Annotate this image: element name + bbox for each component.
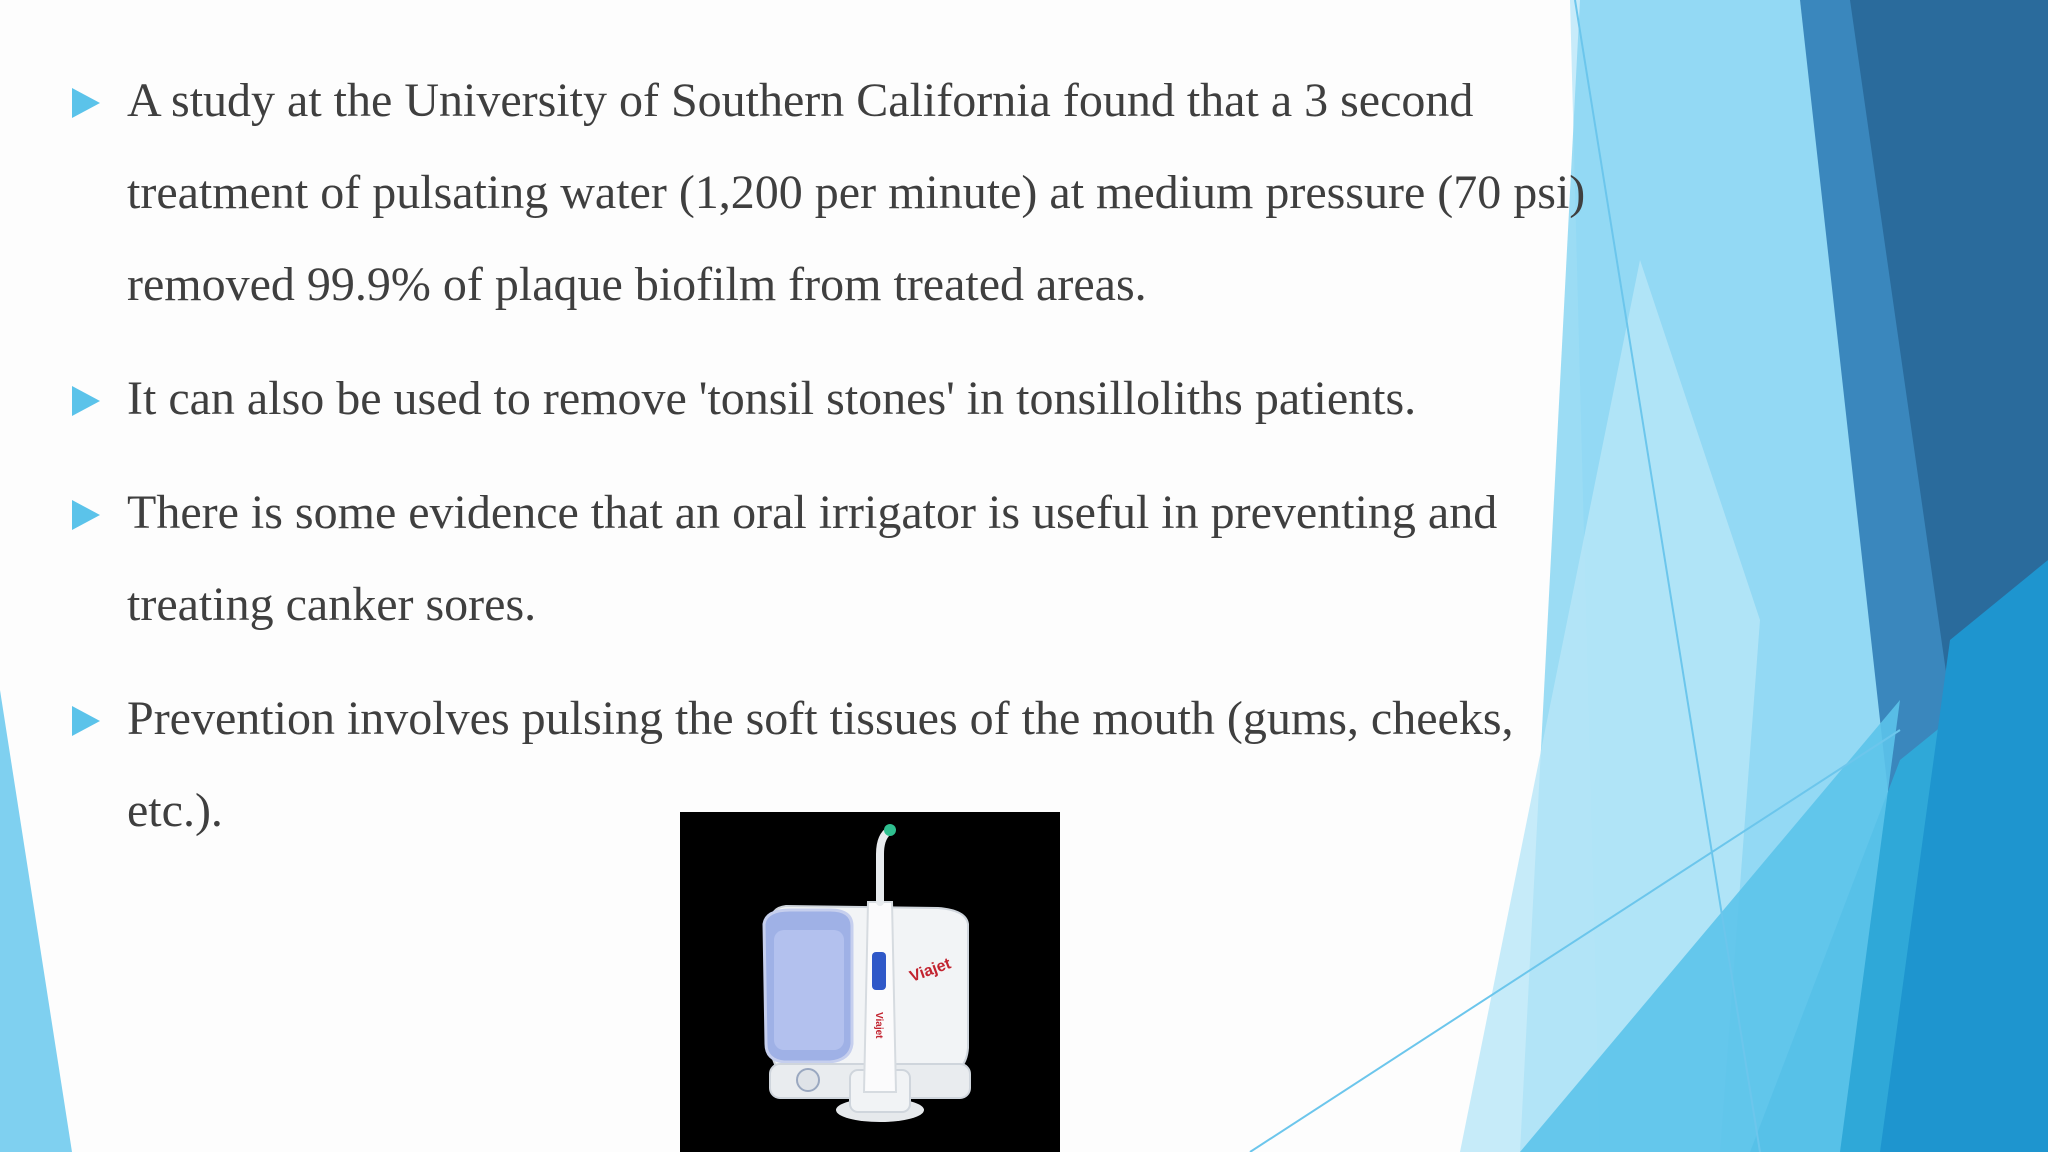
left-sliver-shape (0, 690, 72, 1152)
oral-irrigator-photo (680, 812, 1060, 1152)
bullet-text: Prevention involves pulsing the soft tissues of the mouth (gums, cheeks, etc.). (127, 692, 1514, 837)
bullet-text: It can also be used to remove 'tonsil stones' in tonsilloliths patients. (127, 372, 1417, 425)
bullet-item (70, 467, 1610, 651)
bullet-arrow-icon (72, 386, 100, 416)
bullet-item (70, 55, 1610, 331)
pressure-dial-icon (797, 1069, 819, 1091)
handle-label: Viajet (873, 1012, 884, 1039)
tip-nozzle (884, 824, 896, 836)
bullet-arrow-icon (72, 88, 100, 118)
reservoir-water (774, 930, 844, 1050)
handle-tip (880, 830, 890, 902)
bullet-arrow-icon (72, 500, 100, 530)
bullet-list (70, 55, 1610, 879)
bullet-item (70, 353, 1610, 445)
bullet-text: There is some evidence that an oral irrigator is useful in preventing and treating canker sores. (127, 486, 1498, 631)
oral-irrigator-illustration (680, 812, 1060, 1152)
handle-body (864, 902, 896, 1092)
brand-label: Viajet (907, 955, 954, 986)
handle-button (872, 952, 886, 990)
bullet-text: A study at the University of Southern California found that a 3 second treatment of pulsating water (1,200 per minute) at medium pressure (70 psi) removed 99.9% of plaque biofilm from treated areas. (127, 74, 1586, 311)
bullet-arrow-icon (72, 706, 100, 736)
